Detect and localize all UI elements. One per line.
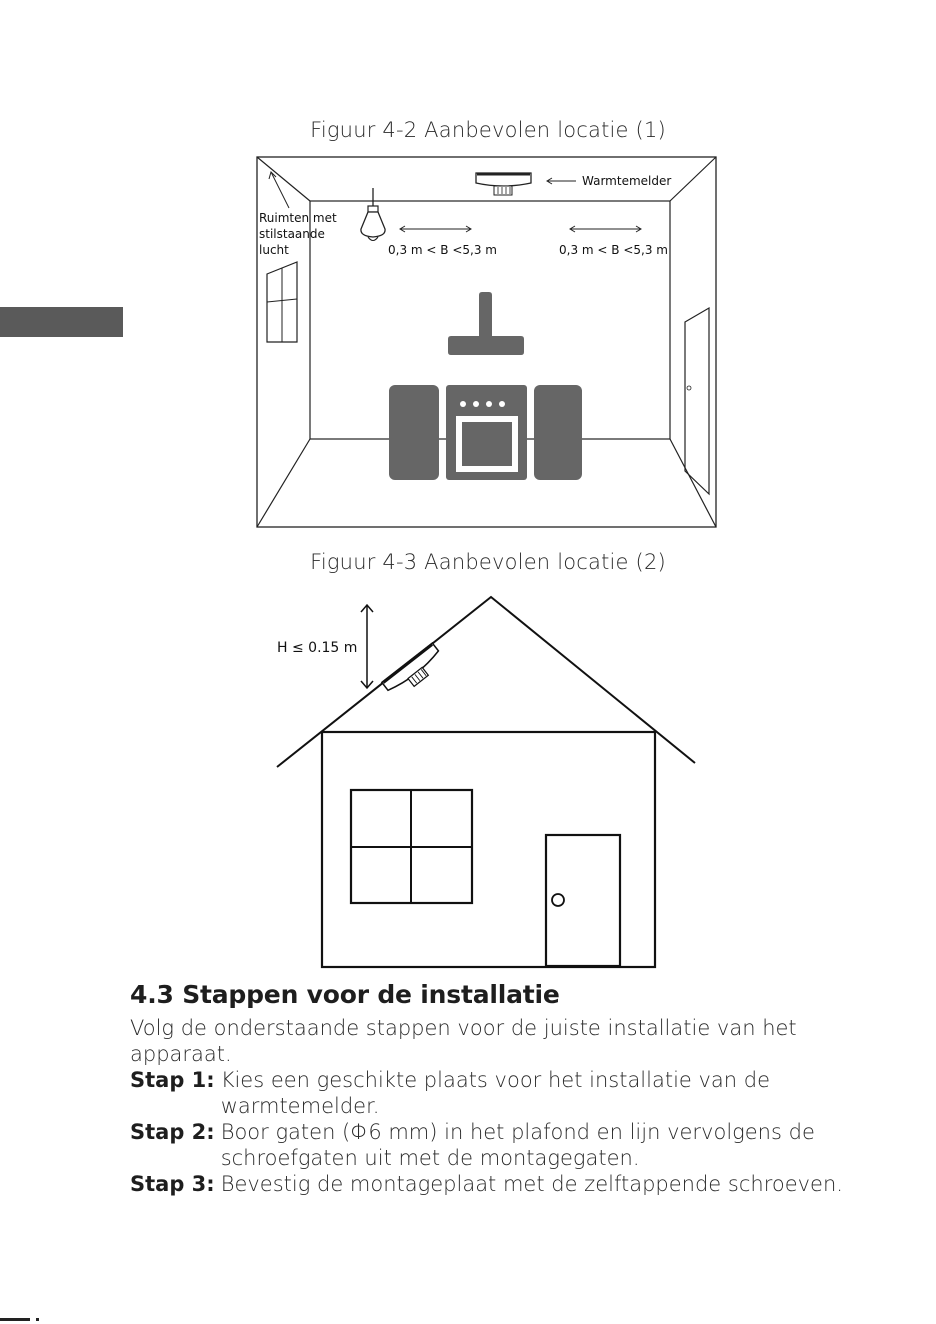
window-icon bbox=[351, 790, 472, 903]
step-1-text: Kies een geschikte plaats voor het installatie van de warmtemelder. bbox=[220, 1068, 771, 1118]
heat-detector-icon bbox=[382, 643, 447, 701]
step-2-label: Stap 2: bbox=[130, 1120, 215, 1144]
step-1-label: Stap 1: bbox=[130, 1068, 215, 1092]
chapter-side-tab bbox=[0, 307, 123, 337]
figure-4-3-caption: Figuur 4-3 Aanbevolen locatie (2) bbox=[310, 550, 666, 574]
vertical-double-arrow-icon bbox=[361, 605, 373, 688]
figure-4-2-caption: Figuur 4-2 Aanbevolen locatie (1) bbox=[310, 118, 666, 142]
double-arrow-icon bbox=[400, 226, 471, 232]
step-2 bbox=[130, 1119, 890, 1171]
step-3-label: Stap 3: bbox=[130, 1172, 215, 1196]
arrow-left-icon bbox=[547, 178, 576, 184]
step-1 bbox=[130, 1067, 890, 1119]
still-air-label-line3: lucht bbox=[259, 243, 289, 257]
door-icon bbox=[685, 308, 709, 494]
still-air-label-line1: Ruimten met bbox=[259, 211, 337, 225]
step-3-text: Bevestig de montageplaat met de zelftappende schroeven. bbox=[220, 1172, 843, 1196]
range-hood-icon bbox=[448, 292, 524, 355]
warmtemelder-label: Warmtemelder bbox=[582, 174, 672, 188]
door-icon bbox=[546, 835, 620, 966]
step-3 bbox=[130, 1171, 890, 1197]
figure-4-2-room-diagram bbox=[256, 156, 718, 529]
arrow-up-left-icon bbox=[269, 172, 289, 208]
still-air-label-line2: stilstaande bbox=[259, 227, 325, 241]
figure-4-3-house-diagram bbox=[270, 595, 700, 970]
double-arrow-icon bbox=[570, 226, 641, 232]
window-icon bbox=[267, 262, 297, 342]
section-title: 4.3 Stappen voor de installatie bbox=[130, 980, 560, 1009]
height-label: H ≤ 0.15 m bbox=[277, 640, 358, 656]
page-edge-mark bbox=[0, 1318, 30, 1321]
distance-label-left: 0,3 m < B <5,3 m bbox=[388, 243, 497, 257]
lamp-icon bbox=[361, 188, 385, 241]
installation-section bbox=[130, 980, 890, 1197]
distance-label-right: 0,3 m < B <5,3 m bbox=[559, 243, 668, 257]
heat-detector-icon bbox=[476, 173, 531, 195]
step-2-text: Boor gaten (Φ6 mm) in het plafond en lijn vervolgens de schroefgaten uit met de montagegaten. bbox=[220, 1120, 815, 1170]
page-edge-dot bbox=[36, 1318, 39, 1321]
kitchen-units-icon bbox=[389, 385, 582, 480]
section-intro: Volg de onderstaande stappen voor de juiste installatie van het apparaat. bbox=[130, 1016, 797, 1066]
